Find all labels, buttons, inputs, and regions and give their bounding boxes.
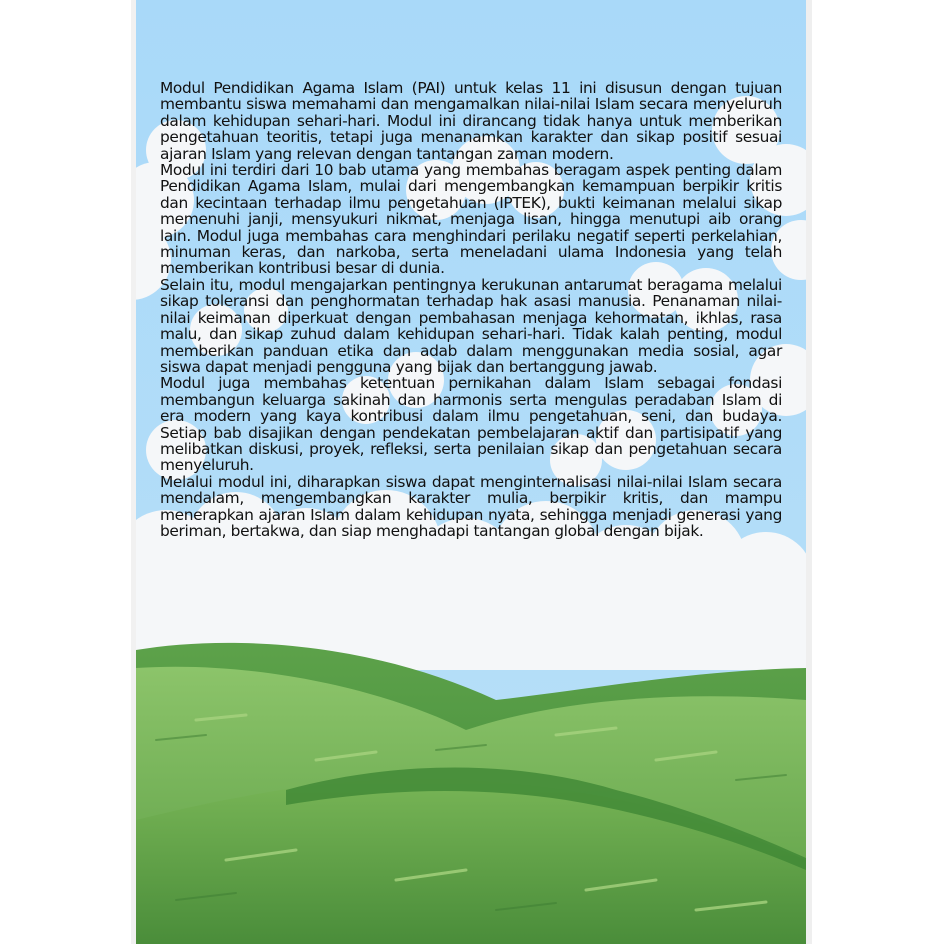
document-body-text <box>160 80 782 539</box>
paragraph: Modul juga membahas ketentuan pernikahan dalam Islam sebagai fondasi membangun keluarga sakinah dan harmonis serta mengulas peradaban Islam di era modern yang kaya kontribusi dalam ilmu pengetahuan, seni, dan budaya. Setiap bab disajikan dengan pendekatan pembelajaran aktif dan partisipatif yang melibatkan diskusi, proyek, refleksi, serta penilaian sikap dan pengetahuan secara menyeluruh. <box>160 374 782 475</box>
document-page <box>136 0 806 944</box>
paragraph: Selain itu, modul mengajarkan pentingnya kerukunan antarumat beragama melalui sikap toleransi dan penghormatan terhadap hak asasi manusia. Penanaman nilai-nilai keimanan diperkuat dengan pembahasan menjaga kehormatan, ikhlas, rasa malu, dan sikap zuhud dalam kehidupan sehari-hari. Tidak kalah penting, modul memberikan panduan etika dan adab dalam menggunakan media sosial, agar siswa dapat menjadi pengguna yang bijak dan bertanggung jawab. <box>160 275 782 376</box>
page-edge-right <box>806 0 812 944</box>
paragraph: Modul Pendidikan Agama Islam (PAI) untuk kelas 11 ini disusun dengan tujuan membantu siswa memahami dan mengamalkan nilai-nilai Islam secara menyeluruh dalam kehidupan sehari-hari. Modul ini dirancang tidak hanya untuk memberikan pengetahuan teoritis, tetapi juga menanamkan karakter dan sikap positif sesuai ajaran Islam yang relevan dengan tantangan zaman modern. <box>160 79 782 163</box>
paragraph: Melalui modul ini, diharapkan siswa dapat menginternalisasi nilai-nilai Islam secara mendalam, mengembangkan karakter mulia, berpikir kritis, dan mampu menerapkan ajaran Islam dalam kehidupan nyata, sehingga menjadi generasi yang beriman, bertakwa, dan siap menghadapi tantangan global dengan bijak. <box>160 472 782 540</box>
paragraph: Modul ini terdiri dari 10 bab utama yang membahas beragam aspek penting dalam Pendidikan Agama Islam, mulai dari mengembangkan kemampuan berpikir kritis dan kecintaan terhadap ilmu pengetahuan (IPTEK), bukti keimanan melalui sikap memenuhi janji, mensyukuri nikmat, menjaga lisan, hingga menutupi aib orang lain. Modul juga membahas cara menghindari perilaku negatif seperti perkelahian, minuman keras, dan narkoba, serta meneladani ulama Indonesia yang telah memberikan kontribusi besar di dunia. <box>160 161 782 278</box>
